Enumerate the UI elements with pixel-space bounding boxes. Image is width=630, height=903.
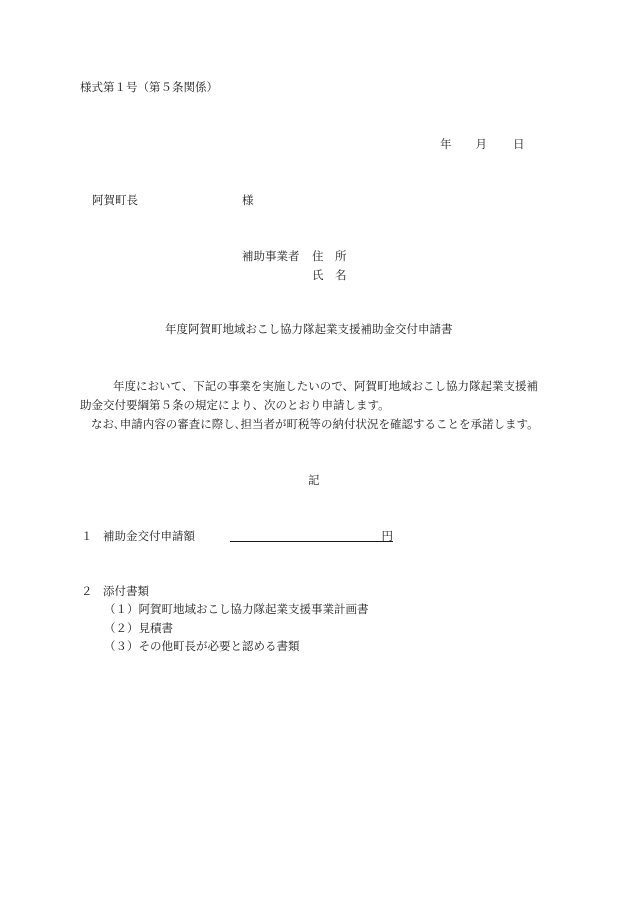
applicant-name-label: 氏 名 xyxy=(312,268,347,282)
item2-label: 添付書類 xyxy=(103,584,149,598)
attachment-item: （３）その他町長が必要と認める書類 xyxy=(104,639,300,653)
applicant-address-label: 住 所 xyxy=(312,249,347,263)
item1-label: 補助金交付申請額 xyxy=(103,529,195,543)
amount-unit: 円 xyxy=(381,529,393,543)
body-line-3: なお､申請内容の審査に際し､担当者が町税等の納付状況を確認することを承諾します。 xyxy=(91,417,539,431)
body-line-2: 助金交付要綱第５条の規定により、次のとおり申請します。 xyxy=(80,398,390,412)
ki-heading: 記 xyxy=(308,473,320,487)
attachment-item: （２）見積書 xyxy=(104,621,173,635)
form-number: 様式第１号（第５条関係） xyxy=(80,80,218,94)
body-line-1: 年度において、下記の事業を実施したいので、阿賀町地域おこし協力隊起業支援補 xyxy=(113,379,539,393)
date-line xyxy=(440,139,525,151)
amount-field xyxy=(230,528,393,542)
applicant-role: 補助事業者 xyxy=(242,249,300,263)
item1-number: １ xyxy=(81,529,93,543)
item2-number: ２ xyxy=(81,584,93,598)
date-month-label: 月 xyxy=(475,137,487,151)
date-day-label: 日 xyxy=(513,137,525,151)
addressee-honorific: 様 xyxy=(242,193,254,207)
addressee-name: 阿賀町長 xyxy=(92,193,138,207)
date-year-label: 年 xyxy=(440,137,452,151)
document-title: 年度阿賀町地域おこし協力隊起業支援補助金交付申請書 xyxy=(165,322,453,336)
attachment-item: （１）阿賀町地域おこし協力隊起業支援事業計画書 xyxy=(104,602,369,616)
